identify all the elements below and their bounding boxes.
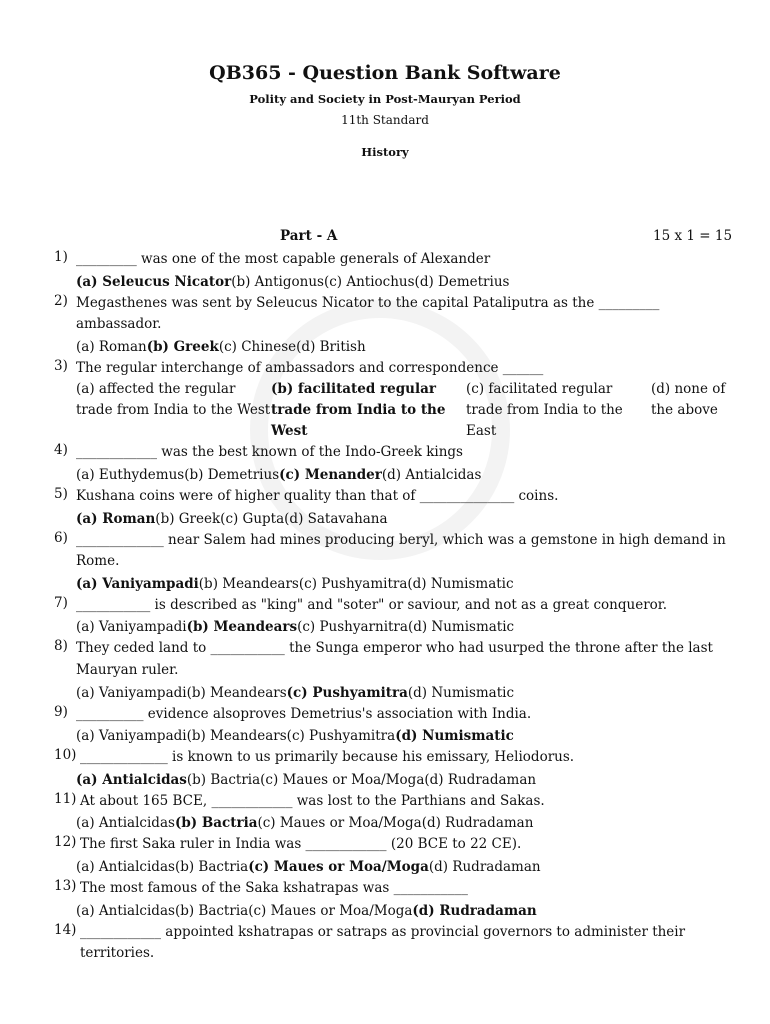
question-text: ___________ is described as "king" and "soter" or saviour, and not as a great conqueror. [76,596,668,613]
question-number: 1) [54,249,68,265]
question-text: _____________ is known to us primarily because his emissary, Heliodorus. [80,749,575,766]
option-b: (b) Bactria [186,771,261,788]
option-d: (d) Antialcidas [381,466,482,483]
option-d: (d) Rudradaman [412,902,537,919]
option-c: (c) Pushyarnitra [297,619,408,636]
part-title: Part - A [280,228,338,244]
question-item [54,704,744,748]
chapter-title: Polity and Society in Post-Mauryan Period [249,92,521,106]
option-row [76,856,744,878]
option-b: (b) Bactria [174,815,258,832]
option-row [76,900,744,922]
option-d: (d) Numismatic [407,684,515,701]
option-c: (c) Pushyamitra [286,684,408,701]
option-b: (b) Meandears [186,684,287,701]
question-item [54,530,744,595]
question-list [54,249,744,965]
option-a: (a) Antialcidas [76,858,175,875]
question-number: 12) [54,834,77,851]
option-a: (a) Vaniyampadi [76,575,199,592]
option-a: (a) Vaniyampadi [76,728,187,745]
option-grid [76,379,744,442]
option-a: (a) affected the regular trade from India to the West [76,381,271,419]
option-row [76,812,744,834]
question-number: 9) [54,703,68,720]
question-text: _________ was one of the most capable generals of Alexander [76,251,491,267]
option-c: (c) Antiochus [323,273,415,290]
option-a: (a) Antialcidas [76,815,175,832]
option-c: (c) Pushyamitra [298,575,408,592]
option-c: (c) Maues or Moa/Moga [257,815,422,832]
question-item [54,249,744,293]
question-item [54,358,744,443]
question-number: 5) [54,485,68,502]
option-b: (b) Bactria [174,902,249,919]
option-b: (b) Greek [155,510,221,527]
option-b: (b) Greek [146,338,219,355]
question-text: ____________ appointed kshatrapas or satraps as provincial governors to administer their territories. [80,923,686,962]
option-b: (b) facilitated regular trade from India to the West [271,381,446,440]
option-row [76,573,744,595]
option-c: (c) Menander [279,466,382,483]
option-c: (c) Gupta [220,510,285,527]
option-row [76,508,744,530]
option-row [76,464,744,486]
option-d: (d) none of the above [651,381,726,419]
question-item [54,442,744,486]
subject-label: History [361,145,409,159]
option-c: (c) Pushyamitra [286,728,396,745]
question-number: 4) [54,442,68,459]
option-d: (d) Rudradaman [424,771,537,788]
page-title: QB365 - Question Bank Software [209,62,561,84]
question-item [54,486,744,530]
question-number: 13) [54,877,77,894]
question-number: 6) [54,529,68,546]
standard-label: 11th Standard [341,113,429,127]
option-b: (b) Meandears [186,728,287,745]
question-text: They ceded land to ___________ the Sunga emperor who had usurped the throne after the last Mauryan ruler. [76,640,713,678]
question-text: ____________ was the best known of the Indo-Greek kings [76,444,463,461]
question-text: __________ evidence alsoproves Demetrius's association with India. [76,705,532,722]
option-row [76,336,744,358]
option-c: (c) Maues or Moa/Moga [248,858,429,875]
option-b: (b) Meandears [198,575,299,592]
option-b: (b) Demetrius [184,466,280,483]
question-text: The regular interchange of ambassadors and correspondence ______ [76,359,544,376]
option-row [76,725,744,747]
question-number: 8) [54,638,68,655]
question-item [54,922,744,965]
option-d: (d) Demetrius [414,273,510,290]
question-text: The most famous of the Saka kshatrapas was ___________ [80,879,468,896]
option-d: (d) Satavahana [284,510,388,527]
option-d: (d) Numismatic [395,728,514,745]
question-text: _____________ near Salem had mines producing beryl, which was a gemstone in high demand in Rome. [76,531,726,570]
question-number: 11) [54,790,77,807]
option-c: (c) facilitated regular trade from India to the East [466,381,623,440]
option-b: (b) Bactria [174,858,249,875]
option-row [76,769,744,791]
question-item [54,293,744,358]
question-number: 14) [54,921,77,938]
option-row [76,682,744,704]
option-d: (d) British [296,338,366,355]
question-text: Kushana coins were of higher quality than that of ______________ coins. [76,487,559,504]
option-d: (d) Numismatic [407,619,515,636]
option-c: (c) Maues or Moa/Moga [260,771,425,788]
option-c: (c) Chinese [218,338,297,355]
question-number: 3) [54,357,68,374]
option-b: (b) Antigonus [231,273,324,290]
question-item [54,791,744,835]
question-item [54,595,744,639]
option-a: (a) Seleucus Nicator [76,273,232,290]
option-a: (a) Antialcidas [76,771,187,788]
option-a: (a) Antialcidas [76,902,175,919]
option-d: (d) Rudradaman [428,858,541,875]
option-row [76,616,744,638]
option-d: (d) Rudradaman [421,815,534,832]
option-row [76,271,744,293]
option-a: (a) Vaniyampadi [76,684,187,701]
question-number: 2) [54,292,68,309]
question-number: 7) [54,594,68,611]
option-a: (a) Vaniyampadi [76,619,187,636]
question-text: At about 165 BCE, ____________ was lost to the Parthians and Sakas. [80,792,545,809]
question-number: 10) [54,747,77,764]
marks-label: 15 x 1 = 15 [653,228,733,244]
option-a: (a) Roman [76,338,147,355]
question-item [54,747,744,791]
question-text: The first Saka ruler in India was ____________ (20 BCE to 22 CE). [80,836,522,853]
option-b: (b) Meandears [186,619,298,636]
question-text: Megasthenes was sent by Seleucus Nicator to the capital Pataliputra as the _________ ambassador. [76,294,660,333]
option-c: (c) Maues or Moa/Moga [248,902,413,919]
question-item [54,834,744,878]
question-item [54,638,744,703]
option-a: (a) Roman [76,510,156,527]
question-item [54,878,744,922]
option-a: (a) Euthydemus [76,466,185,483]
option-d: (d) Numismatic [407,575,514,592]
